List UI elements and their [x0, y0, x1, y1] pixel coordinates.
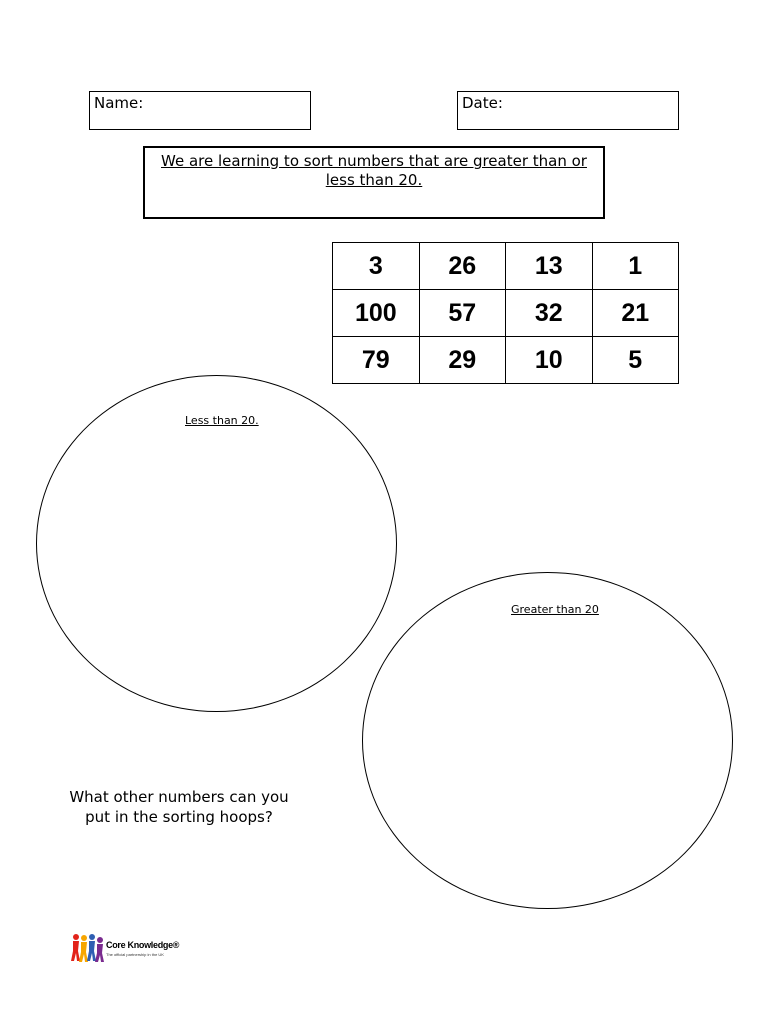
grid-cell: 79: [333, 337, 420, 384]
less-than-20-hoop[interactable]: [36, 375, 397, 712]
core-knowledge-logo: [70, 931, 200, 967]
grid-cell: 1: [592, 243, 679, 290]
date-label: Date:: [462, 94, 503, 112]
question-text: What other numbers can you put in the sorting hoops?: [69, 788, 289, 826]
grid-cell: 10: [506, 337, 592, 384]
greater-than-20-label: Greater than 20: [511, 603, 599, 616]
date-field[interactable]: [457, 91, 679, 130]
grid-cell: 21: [592, 290, 679, 337]
grid-cell: 29: [419, 337, 505, 384]
learning-objective-box: [143, 146, 605, 219]
people-figures-icon: [70, 931, 106, 967]
grid-cell: 100: [333, 290, 420, 337]
logo-brand-text: Core Knowledge®: [106, 940, 180, 950]
less-than-20-label: Less than 20.: [185, 414, 259, 427]
name-label: Name:: [94, 94, 144, 112]
grid-cell: 32: [506, 290, 592, 337]
grid-row: [333, 337, 679, 384]
grid-cell: 13: [506, 243, 592, 290]
learning-objective-text: We are learning to sort numbers that are greater than or less than 20.: [161, 152, 587, 189]
logo-tagline: The official partnership in the UK: [106, 952, 164, 957]
number-grid: [332, 242, 679, 384]
grid-row: [333, 290, 679, 337]
grid-cell: 57: [419, 290, 505, 337]
grid-cell: 26: [419, 243, 505, 290]
grid-cell: 5: [592, 337, 679, 384]
name-field[interactable]: [89, 91, 311, 130]
grid-row: [333, 243, 679, 290]
grid-cell: 3: [333, 243, 420, 290]
greater-than-20-hoop[interactable]: [362, 572, 733, 909]
